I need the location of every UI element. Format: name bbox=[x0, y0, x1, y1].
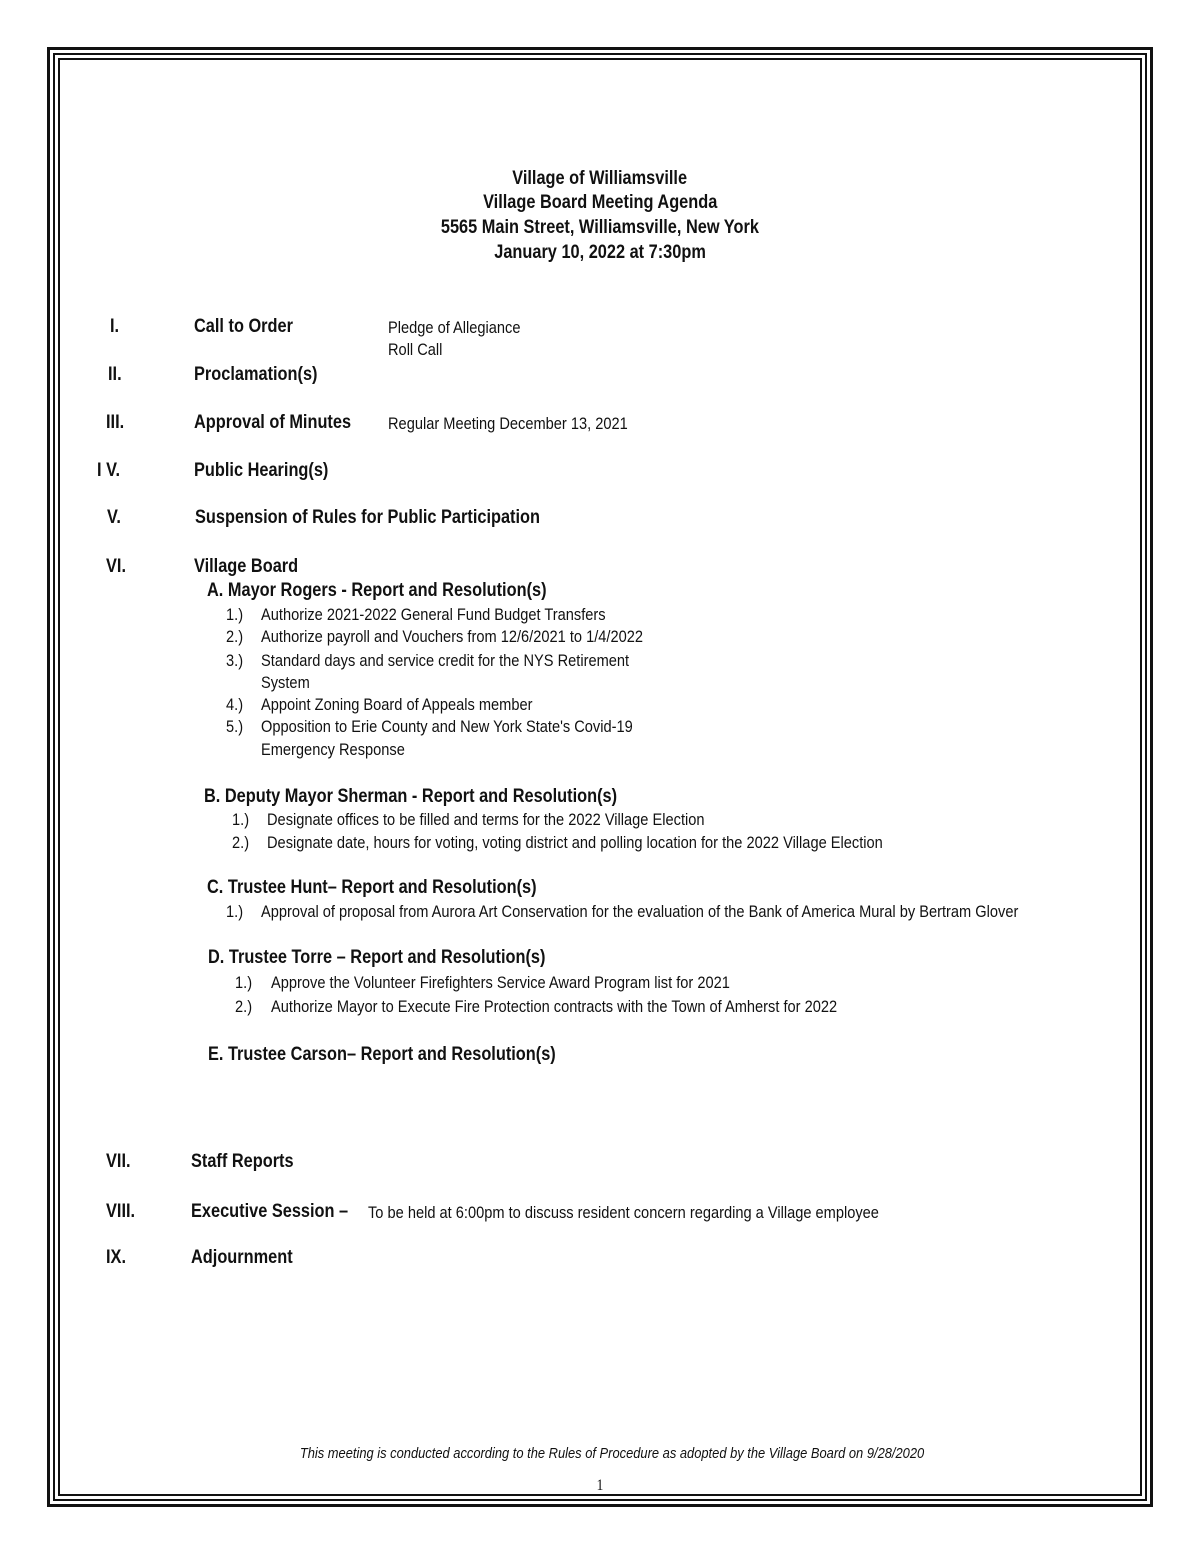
section-number: I. bbox=[110, 316, 120, 337]
section-number: I V. bbox=[97, 460, 121, 481]
section-title: Call to Order bbox=[194, 316, 293, 337]
item-text: Opposition to Erie County and New York State's Covid-19 bbox=[261, 717, 633, 736]
subsection-title: A. Mayor Rogers - Report and Resolution(s) bbox=[207, 580, 547, 601]
section-title: Adjournment bbox=[191, 1247, 293, 1268]
page-number: 1 bbox=[596, 1477, 604, 1494]
header-title: Village of Williamsville bbox=[512, 168, 688, 189]
item-number: 5.) bbox=[226, 717, 244, 736]
header-subtitle: Village Board Meeting Agenda bbox=[482, 192, 718, 213]
section-number: V. bbox=[107, 507, 121, 528]
section-title: Staff Reports bbox=[191, 1151, 294, 1172]
section-note: To be held at 6:00pm to discuss resident concern regarding a Village employee bbox=[368, 1203, 879, 1222]
section-title: Suspension of Rules for Public Participation bbox=[195, 507, 541, 528]
section-title: Village Board bbox=[194, 556, 299, 577]
subsection-title: B. Deputy Mayor Sherman - Report and Resolution(s) bbox=[204, 786, 618, 807]
item-text: Authorize payroll and Vouchers from 12/6/2021 to 1/4/2022 bbox=[261, 627, 644, 646]
section-note: Pledge of Allegiance bbox=[388, 318, 521, 337]
item-number: 2.) bbox=[235, 997, 253, 1016]
footer-note: This meeting is conducted according to the Rules of Procedure as adopted by the Village Board on 9/28/2020 bbox=[299, 1445, 925, 1462]
item-text: Authorize 2021-2022 General Fund Budget Transfers bbox=[261, 605, 606, 624]
item-text: Standard days and service credit for the NYS Retirement bbox=[261, 651, 630, 670]
section-note: Roll Call bbox=[388, 340, 443, 359]
item-text-continued: System bbox=[261, 673, 310, 692]
item-text: Authorize Mayor to Execute Fire Protection contracts with the Town of Amherst for 2022 bbox=[271, 997, 838, 1016]
item-number: 2.) bbox=[226, 627, 244, 646]
item-text: Designate date, hours for voting, voting district and polling location for the 2022 Village Election bbox=[267, 833, 883, 852]
section-number: II. bbox=[108, 364, 122, 385]
subsection-title: E. Trustee Carson– Report and Resolution(s) bbox=[208, 1044, 556, 1065]
subsection-title: D. Trustee Torre – Report and Resolution(s) bbox=[208, 947, 546, 968]
section-title: Approval of Minutes bbox=[194, 412, 352, 433]
section-number: VII. bbox=[106, 1151, 131, 1172]
item-number: 4.) bbox=[226, 695, 244, 714]
section-title: Proclamation(s) bbox=[194, 364, 318, 385]
section-title: Public Hearing(s) bbox=[194, 460, 329, 481]
header-date: January 10, 2022 at 7:30pm bbox=[494, 242, 706, 263]
item-number: 3.) bbox=[226, 651, 244, 670]
section-number: III. bbox=[106, 412, 125, 433]
item-number: 1.) bbox=[235, 973, 253, 992]
item-number: 1.) bbox=[232, 810, 250, 829]
section-note: Regular Meeting December 13, 2021 bbox=[388, 414, 628, 433]
item-number: 1.) bbox=[226, 605, 244, 624]
subsection-title: C. Trustee Hunt– Report and Resolution(s) bbox=[207, 877, 537, 898]
item-number: 2.) bbox=[232, 833, 250, 852]
item-text: Approve the Volunteer Firefighters Service Award Program list for 2021 bbox=[271, 973, 730, 992]
page-border-inner bbox=[58, 58, 1142, 1496]
section-title: Executive Session – bbox=[191, 1201, 349, 1222]
item-number: 1.) bbox=[226, 902, 244, 921]
item-text: Approval of proposal from Aurora Art Conservation for the evaluation of the Bank of America Mural by Bertram Glover bbox=[261, 902, 1019, 921]
section-number: IX. bbox=[106, 1247, 126, 1268]
header-address: 5565 Main Street, Williamsville, New York bbox=[440, 217, 760, 238]
section-number: VI. bbox=[106, 556, 126, 577]
section-number: VIII. bbox=[106, 1201, 136, 1222]
item-text-continued: Emergency Response bbox=[261, 740, 405, 759]
item-text: Appoint Zoning Board of Appeals member bbox=[261, 695, 533, 714]
item-text: Designate offices to be filled and terms for the 2022 Village Election bbox=[267, 810, 705, 829]
